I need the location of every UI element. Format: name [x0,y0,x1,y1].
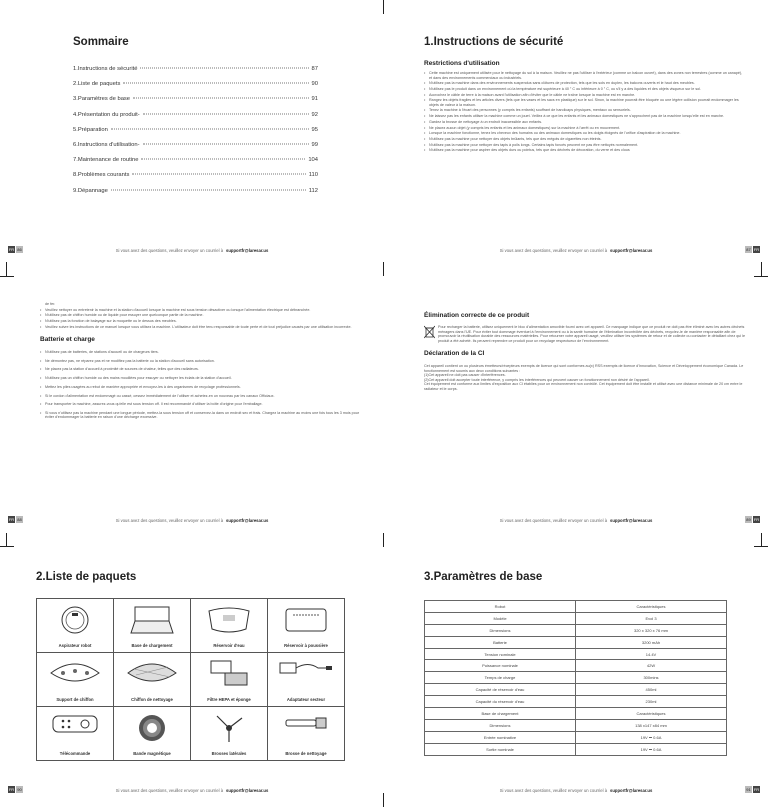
list-item: • Si vous n'utilisez pas la machine pendant une longue période, mettez-la sous tension off et conservez-la dans un endroit sec et frais. Chargez la machine au moins une fois tous les 3 mois pour éviter d'endommager la batterie en raison d'une décharge excessive. [40,411,360,420]
page-footer [6,786,378,794]
support-email-link[interactable]: supportfr@laresar.us [610,517,653,523]
table-row [425,636,727,648]
param-value-cell: 138 x147 x84 mm [576,719,727,731]
package-row [37,599,345,653]
mop-holder-icon [47,659,103,688]
toc-entry[interactable] [73,66,318,81]
toc-entry-label: 9.Dépannage [73,187,108,194]
page-parameters [384,540,768,807]
toc-entry[interactable] [73,112,318,127]
toc-dot-leader [111,128,309,129]
support-email-link[interactable]: supportfr@laresar.us [610,247,653,253]
page-footer [390,786,762,794]
footer-text: Si vous avez des questions, veuillez envoyer un courriel à [499,517,608,523]
package-row [37,653,345,707]
parameters-table [424,600,727,756]
param-name-cell: Base de chargement [425,708,576,720]
cleaning-brush-icon [283,713,329,734]
page-safety [384,0,768,269]
disposal-text: Pour recharger la batterie, utilisez uniquement le bloc d'alimentation amovible fourni avec cet appareil. Ce marquage indique que ce produit ne doit pas être éliminé avec les autres déchets ménagers dans l'UE. Pour éviter tout dommage éventuel à l'environnement ou à la santé humaine de l'élimination incontrôlée des déchets, recyclez-le de manière responsable afin de promouvoir la réutilisation durable des ressources matérielles. Pour retourner votre appareil usagé, veuillez utiliser les systèmes de retour et de collecte ou contacter le détaillant chez qui le produit a été acheté. Ils peuvent reprendre ce produit pour un recyclage respectueux de l'environnement. [438,325,746,343]
power-adapter-icon [278,659,334,678]
package-item [114,653,191,707]
param-value-cell: 42W [576,660,727,672]
param-name-cell: Dimensions [425,719,576,731]
toc-entry-page: 112 [308,187,318,194]
param-value-cell: 300mins [576,672,727,684]
packages-title: 2.Liste de paquets [36,571,137,583]
param-name-cell: Sortie nominale [425,743,576,755]
ci-declaration [424,364,746,391]
toc-entry-page: 90 [311,81,318,88]
toc-entry-label: 7.Maintenance de routine [73,157,139,164]
toc-entry-label: 8.Problèmes courants [73,172,130,179]
water-tank-icon [206,605,252,636]
package-item [114,599,191,653]
support-email-link[interactable]: supportfr@laresar.us [226,517,269,523]
safety-subtitle: Restrictions d'utilisation [424,60,500,67]
ci-line: (1)Cet appareil ne doit pas causer d'interférences. [424,373,506,377]
toc-entry-label: 3.Paramètres de base [73,96,131,103]
list-item: • N'utilisez pas la machine pour nettoyer des objets brûlants, tels que des mégots de cigarettes non éteints. [424,137,746,142]
footer-text: Si vous avez des questions, veuillez envoyer un courriel à [115,517,224,523]
ci-line: Cet appareil contient un ou plusieurs émetteurs/récepteurs exempts de licence qui sont conformes au(x) RSS exempts de licence d'Innovation, Science et Développement économique Canada. Le fonctionnement est soumis aux deux conditions suivantes : [424,364,744,373]
toc-entry-page: 92 [311,111,318,118]
list-item: • N'utilisez pas la fonction de balayage sur la moquette ou le dessus des meubles. [40,319,360,324]
param-name-cell: Puissance nominale [425,660,576,672]
param-name-cell: Capacité du réservoir d'eau [425,696,576,708]
list-item: • Tenez la machine à l'écart des personnes (y compris les enfants) souffrant de handicaps physiques, mentaux ou sensoriels. [424,108,746,113]
magnetic-strip-icon [135,713,169,744]
list-item: • Ne placez aucun objet (y compris les enfants et les animaux domestiques) sur la machine à l'arrêt ou en mouvement. [424,126,746,131]
charging-base-icon [127,605,177,636]
table-row [425,648,727,660]
page-number: FR 88 [8,517,22,522]
toc-dot-leader [141,159,305,160]
table-row [425,612,727,624]
toc-entry[interactable] [73,81,318,96]
weee-bin-icon [424,325,435,339]
param-value-cell: Caractéristiques [576,601,727,613]
list-item: • Rangez les objets fragiles et les articles divers (tels que les vases et les sacs en plastique) sur le sol. Sinon, la machine pourrait être bloquée ou une légère collision pourrait endommager les objets de valeur à la maison. [424,98,746,107]
page-number: FR 90 [8,787,22,792]
page-disposal [384,270,768,539]
toc-entry[interactable] [73,172,318,187]
param-name-cell: Tension nominale [425,648,576,660]
package-item-label: Bande magnétique [133,751,171,756]
page-toc [0,0,384,269]
list-item: • Ne placez pas la station d'accueil à proximité de sources de chaleur, telles que des radiateurs. [40,367,360,372]
toc-entry[interactable] [73,188,318,203]
param-value-cell: 19V ⎓ 0.6A [576,743,727,755]
package-item [114,707,191,761]
list-item: • Ne laissez pas les enfants utiliser la machine comme un jouet. Veillez à ce que les enfants et les animaux domestiques ne s'approchent pas de la machine lorsqu'elle est en marche. [424,114,746,119]
package-item-label: Brosse de nettoyage [285,751,327,756]
package-item-label: Adaptateur secteur [286,697,326,702]
param-value-cell: 3200 mAh [576,636,727,648]
page-footer [390,246,762,254]
robot-vacuum-icon [58,605,92,636]
page-number: 87 FR [746,247,760,252]
toc-entry[interactable] [73,142,318,157]
table-row [425,743,727,755]
list-item: • Si le cordon d'alimentation est endommagé ou cassé, cessez immédiatement de l'utiliser et achetez-en un nouveau par les canaux Officiaux. [40,394,360,399]
list-item: • Lorsque la machine fonctionne, tenez les cheveux des humains ou des animaux domestiques ou les doigts éloignés de l'orifice d'aspiration de la machine. [424,131,746,136]
package-item [37,599,114,653]
battery-list [40,350,360,420]
dust-bin-icon [283,605,329,636]
table-row [425,719,727,731]
list-item: • N'utilisez pas de batteries, de stations d'accueil ou de chargeurs tiers. [40,350,360,355]
param-name-cell: Capacité de réservoir d'eau [425,684,576,696]
page-footer [390,516,762,524]
list-item: • Accrochez le câble de terre à la maison avant l'utilisation afin d'éviter que le câble ne traîne lorsque la machine est en marche. [424,93,746,98]
toc-dot-leader [143,143,309,144]
table-row [425,731,727,743]
battery-title: Batterie et charge [40,336,95,344]
table-row [425,684,727,696]
footer-text: Si vous avez des questions, veuillez envoyer un courriel à [499,787,608,793]
param-name-cell: Entrée nominative [425,731,576,743]
toc-entry-page: 95 [311,126,318,133]
page-footer [6,246,378,254]
page-packages [0,540,384,807]
page-footer [6,516,378,524]
hepa-filter-icon [207,659,251,690]
package-item [37,707,114,761]
toc-entry-page: 87 [311,66,318,72]
table-row [425,696,727,708]
package-item-label: Brosses latérales [211,751,247,756]
page-number: 91 FR [746,787,760,792]
ci-line: (2)Cet appareil doit accepter toute interférence, y compris les interférences qui peuvent causer un fonctionnement non désiré de l'appareil. [424,377,650,382]
list-item: • N'utilisez pas la machine pour nettoyer des tapis à poils longs. Certains tapis foncés peuvent ne pas être nettoyés normalement. [424,143,746,148]
ci-title: Déclaration de la CI [424,350,485,357]
support-email-link[interactable]: supportfr@laresar.us [610,787,653,793]
cleaning-cloth-icon [124,659,180,688]
list-item: • N'utilisez pas la machine pour aspirer des objets durs ou pointus, tels que des déchets de décoration, du verre et des clous [424,148,746,153]
table-row [425,660,727,672]
package-grid [36,598,345,761]
list-item: • N'utilisez pas de chiffon humide ou de liquide pour essuyer une quelconque partie de la machine. [40,313,360,318]
remote-control-icon [51,713,99,736]
side-brush-icon [212,713,246,744]
package-item [191,707,268,761]
footer-text: Si vous avez des questions, veuillez envoyer un courriel à [115,787,224,793]
table-row [425,672,727,684]
package-item-label: Télécommande [59,751,91,756]
support-email-link[interactable]: supportfr@laresar.us [226,247,269,253]
table-row [425,708,727,720]
table-row [425,624,727,636]
package-item [268,653,345,707]
package-item [268,707,345,761]
package-item-label: Aspirateur robot [58,643,92,648]
table-row [425,601,727,613]
toc-dot-leader [123,83,308,84]
params-title: 3.Paramètres de base [424,571,543,583]
param-value-cell: 230ml [576,696,727,708]
toc-dot-leader [132,174,305,175]
list-item: • Cette machine est uniquement utilisée pour le nettoyage du sol à la maison. Veuillez ne pas l'utiliser à l'extérieur (comme un balcon ouvert), dans des zones non terrestres (comme un canapé), et dans des environnements commerciaux ou industriels. [424,71,746,80]
toc-entry-page: 99 [311,141,318,148]
param-name-cell: Temps de charge [425,672,576,684]
param-value-cell: 320 x 320 x 76 mm [576,624,727,636]
param-value-cell: 450ml [576,684,727,696]
list-item: • Ne démontez pas, ne réparez pas et ne modifiez pas la batterie ou la station d'accueil sans autorisation. [40,359,360,364]
maintenance-list [40,308,360,330]
list-item: • Veuillez nettoyer ou entretenir la machine et la station d'accueil lorsque la machine est sous tension désactiver ou lorsque l'alimentation électrique est débranchée. [40,308,360,313]
toc-entry[interactable] [73,127,318,142]
toc-entry-label: 4.Présentation du produit- [73,111,140,118]
list-item: • Pour transporter la machine, assurez-vous qu'elle est sous tension off. Il est recommandé d'utiliser la boîte d'origine pour l'emballage. [40,402,360,407]
toc-entry-label: 2.Liste de paquets [73,81,121,88]
list-item: • Veuillez suivre les instructions de ce manuel lorsque vous utilisez la machine. L'utilisateur doit être tenu responsable de toute perte et de tout préjudice causés par une utilisation incorrecte. [40,325,360,330]
package-item-label: Réservoir d'eau [213,643,245,648]
package-item [191,653,268,707]
param-value-cell: 19V ⎓ 0.6A [576,731,727,743]
footer-text: Si vous avez des questions, veuillez envoyer un courriel à [499,247,608,253]
continuation-text: de fer. [45,302,56,306]
list-item: • N'utilisez pas la machine dans des environnements suspendus sans clôtures de protection, tels que les sols en duplex, les balcons ouverts et le haut des meubles. [424,81,746,86]
table-of-contents [73,66,318,203]
page-number: FR 86 [8,247,22,252]
safety-list [424,71,746,153]
page-battery [0,270,384,539]
toc-entry-page: 110 [308,172,318,179]
param-value-cell: Caractéristiques [576,708,727,720]
footer-text: Si vous avez des questions, veuillez envoyer un courriel à [115,247,224,253]
package-item-label: Réservoir à poussière [284,643,328,648]
package-item [268,599,345,653]
ci-line: Cet équipement est conforme aux limites d'exposition aux CI établies pour un environnement non contrôlé. Cet équipement doit être installé et utilisé avec une distance minimale de 20 cm entre le radiateur et le corps. [424,382,743,391]
toc-dot-leader [133,98,309,99]
package-item-label: Base de chargement [131,643,173,648]
package-item-label: Support de chiffon [56,697,94,702]
package-item [191,599,268,653]
toc-entry[interactable] [73,157,318,172]
toc-entry-label: 6.Instructions d'utilisation- [73,141,140,148]
list-item: • Mettez les piles usagées au rebut de manière appropriée et envoyez-les à des organismes de recyclage professionnels. [40,385,360,390]
toc-dot-leader [111,189,306,190]
toc-entry-label: 5.Préparation [73,126,108,133]
package-item-label: Chiffon de nettoyage [131,697,173,702]
toc-title: Sommaire [73,36,129,48]
toc-entry-label: 1.Instructions de sécurité [73,66,138,72]
list-item: • N'utilisez pas un chiffon humide ou des mains mouillées pour essuyer ou nettoyer les éclats de la station d'accueil. [40,376,360,381]
list-item: • N'utilisez pas le produit dans un environnement où la température est supérieure à 40 ° C ou inférieure à 0 ° C, ou s'il y a des liquides et des objets visqueux sur le sol. [424,87,746,92]
param-value-cell: 14.4V [576,648,727,660]
param-name-cell: Robot [425,601,576,613]
toc-entry-page: 91 [311,96,318,103]
package-row [37,707,345,761]
package-item [37,653,114,707]
param-name-cell: Batterie [425,636,576,648]
param-name-cell: Dimensions [425,624,576,636]
param-name-cell: Modèle [425,612,576,624]
safety-title: 1.Instructions de sécurité [424,36,564,48]
toc-entry[interactable] [73,96,318,111]
list-item: • Gardez la brosse de nettoyage à un endroit inaccessible aux enfants. [424,120,746,125]
toc-dot-leader [140,68,308,69]
param-value-cell: Evol 3 [576,612,727,624]
toc-dot-leader [143,113,309,114]
toc-entry-page: 104 [308,157,318,164]
page-number: 89 FR [746,517,760,522]
support-email-link[interactable]: supportfr@laresar.us [226,787,269,793]
disposal-title: Élimination correcte de ce produit [424,312,530,319]
package-item-label: Filtre HEPA et éponge [207,697,251,702]
